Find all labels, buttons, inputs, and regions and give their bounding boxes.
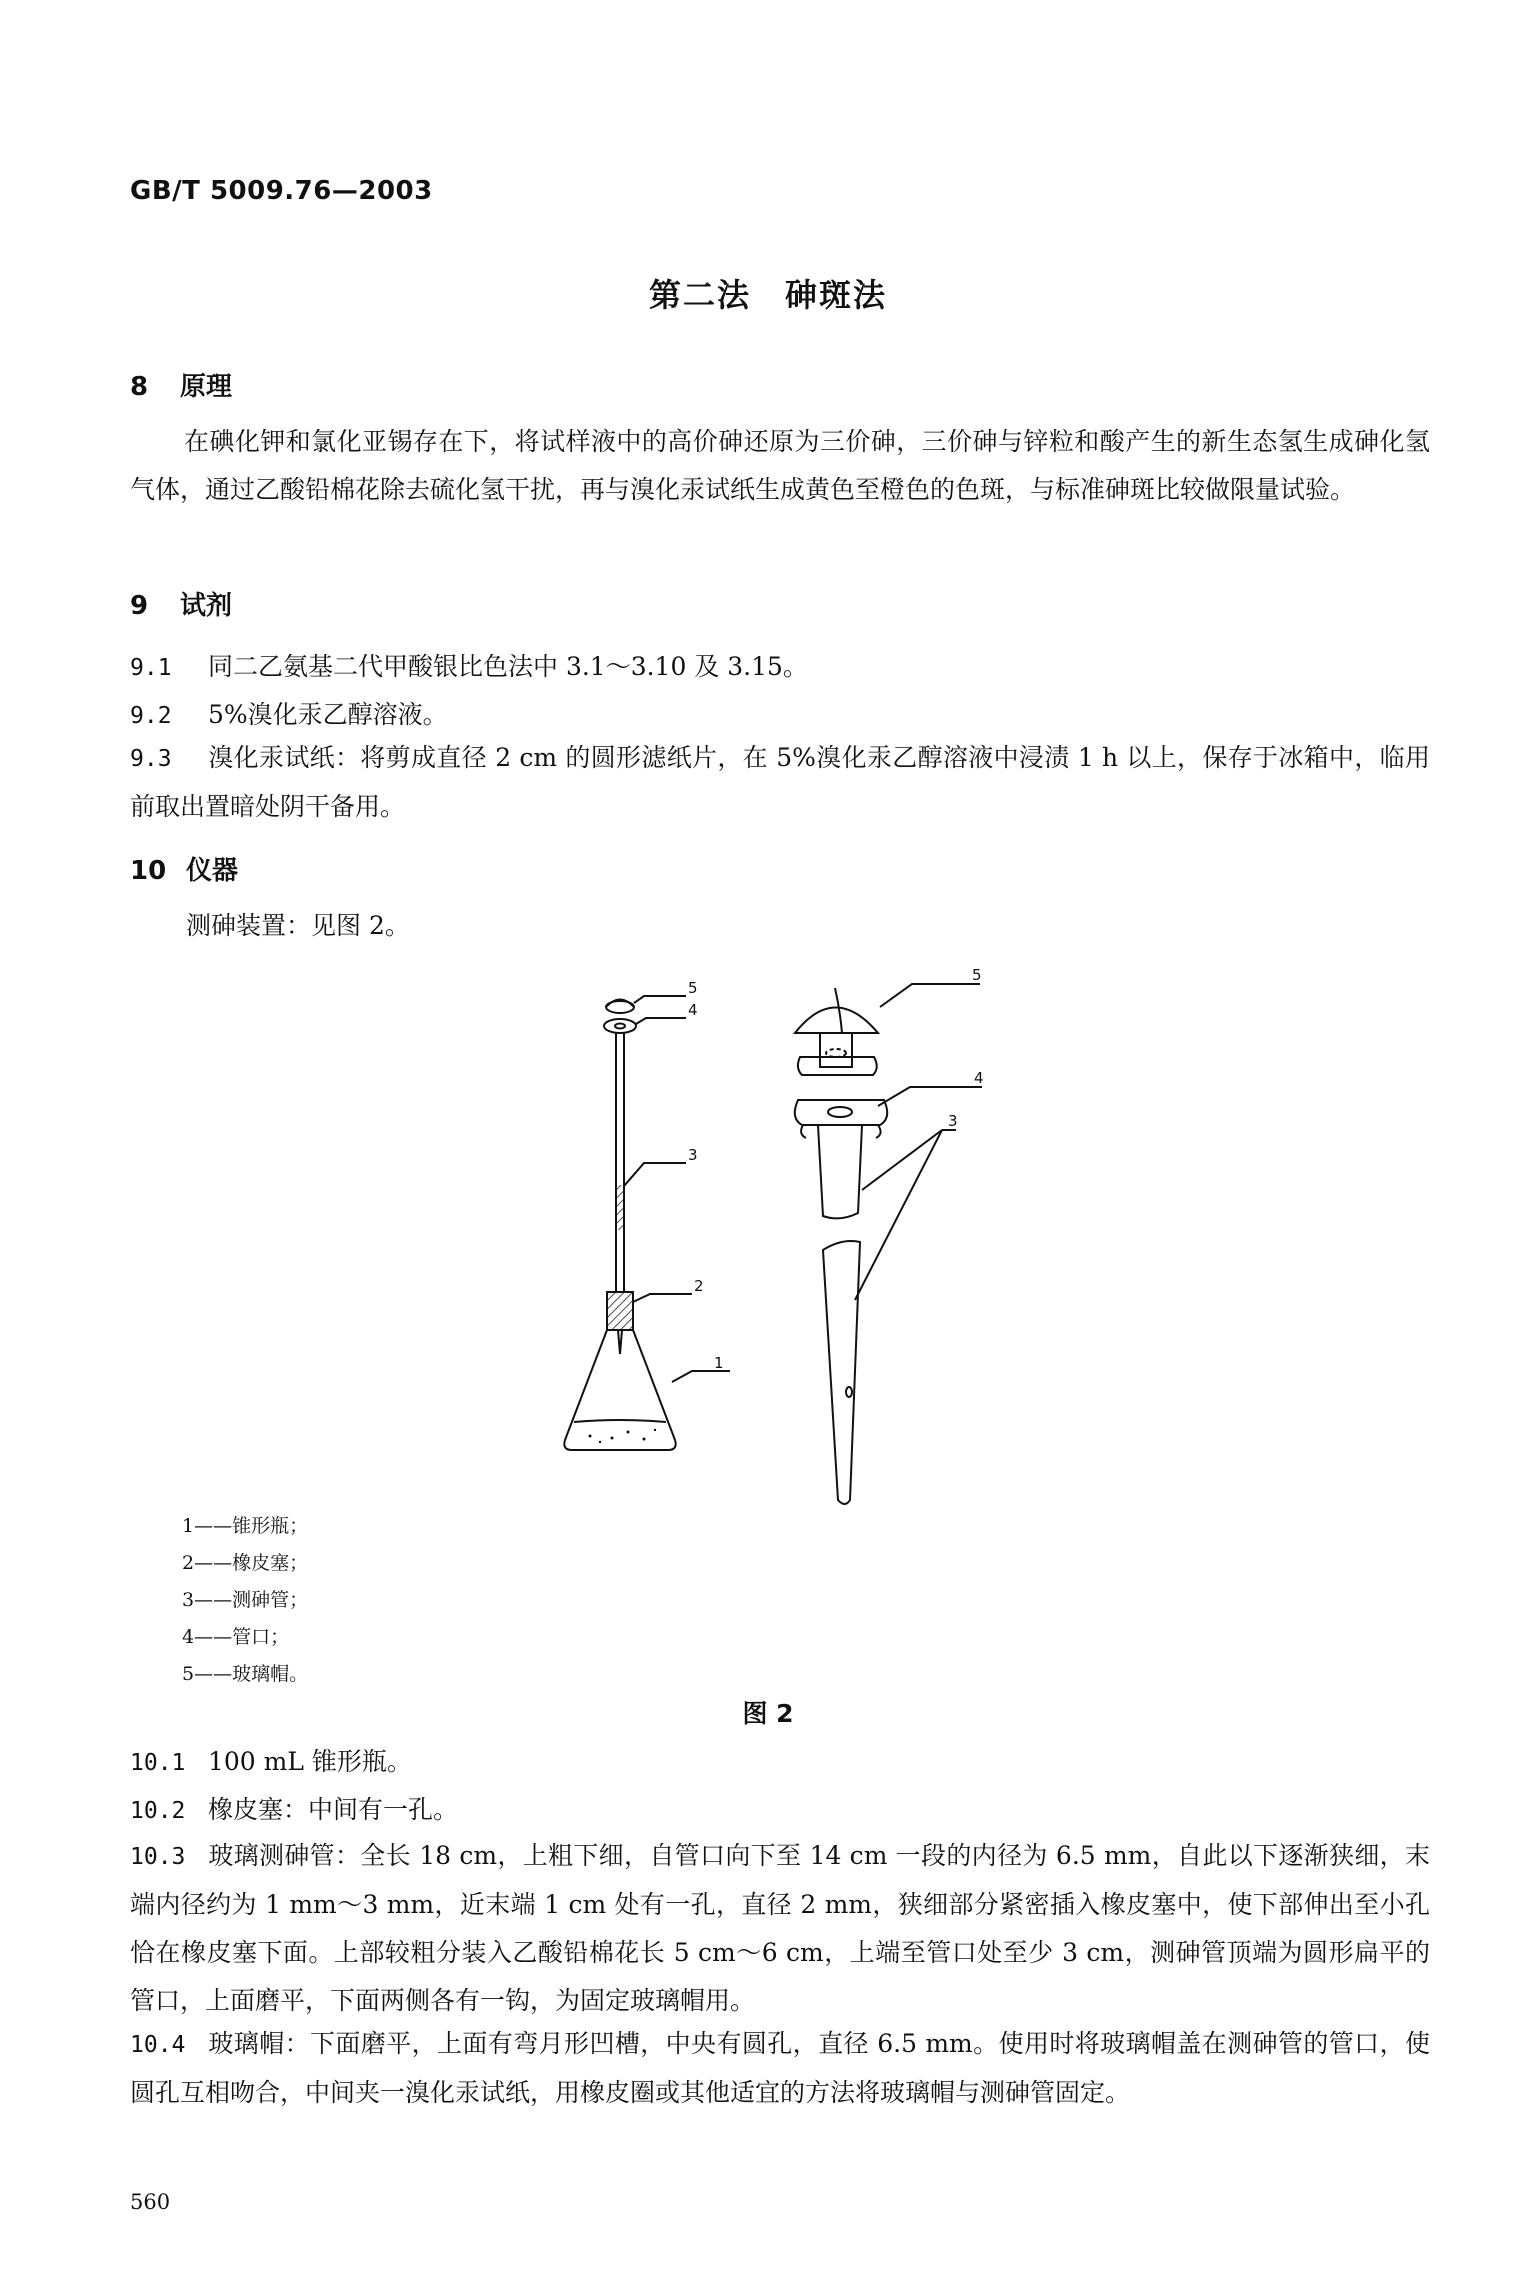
clause-text: 同二乙氨基二代甲酸银比色法中 3.1～3.10 及 3.15。 bbox=[208, 652, 808, 681]
section-title: 原理 bbox=[180, 372, 233, 402]
section-number: 9 bbox=[130, 591, 149, 621]
legend-item: 4——管口； bbox=[182, 1626, 290, 1648]
clause-text: 玻璃帽：下面磨平，上面有弯月形凹槽，中央有圆孔，直径 6.5 mm。使用时将玻璃帽盖在测砷管的管口，使圆孔互相吻合，中间夹一溴化汞试纸，用橡皮圈或其他适宜的方法将玻璃帽与测砷管固定。 bbox=[130, 2029, 1430, 2107]
section-title: 试剂 bbox=[180, 591, 233, 621]
clause-10-4 bbox=[130, 2020, 1430, 2117]
flask-liquid-level bbox=[574, 1420, 666, 1422]
page-number: 560 bbox=[130, 2190, 171, 2214]
callout-3-left: 3 bbox=[688, 1146, 698, 1164]
section-number: 8 bbox=[130, 372, 149, 402]
figure-2-drawing bbox=[540, 960, 1020, 1520]
rubber-stopper bbox=[607, 1292, 633, 1330]
clause-9-2 bbox=[130, 691, 1430, 740]
callout-5-left: 5 bbox=[688, 979, 698, 997]
figure-legend bbox=[182, 1508, 308, 1693]
section-title: 仪器 bbox=[186, 856, 239, 886]
callout-2: 2 bbox=[694, 1277, 704, 1295]
figure-caption: 图 2 bbox=[742, 1699, 794, 1728]
callout-1: 1 bbox=[714, 1354, 724, 1372]
tube-mouth bbox=[795, 1100, 887, 1125]
legend-item: 3——测砷管； bbox=[182, 1589, 309, 1611]
mouth-small bbox=[604, 1019, 636, 1033]
section-number: 10 bbox=[130, 856, 167, 886]
clause-10-3 bbox=[130, 1832, 1430, 2025]
glass-cap-neck bbox=[820, 1033, 852, 1067]
clause-9-3 bbox=[130, 734, 1430, 831]
lead-acetate-cotton bbox=[616, 1185, 624, 1230]
clause-number: 9.1 bbox=[130, 655, 172, 681]
principle-paragraph: 在碘化钾和氯化亚锡存在下，将试样液中的高价砷还原为三价砷，三价砷与锌粒和酸产生的新生态氢生成砷化氢气体，通过乙酸铅棉花除去硫化氢干扰，再与溴化汞试纸生成黄色至橙色的色斑，与标准砷斑比较做限量试验。 bbox=[130, 427, 1430, 504]
clause-text: 溴化汞试纸：将剪成直径 2 cm 的圆形滤纸片，在 5%溴化汞乙醇溶液中浸渍 1 h 以上，保存于冰箱中，临用前取出置暗处阴干备用。 bbox=[130, 743, 1430, 821]
callout-4-right: 4 bbox=[974, 1069, 984, 1087]
section-8-heading bbox=[130, 366, 232, 403]
callout-3-right: 3 bbox=[948, 1112, 958, 1130]
clause-text: 5%溴化汞乙醇溶液。 bbox=[208, 700, 448, 729]
legend-item: 2——橡皮塞； bbox=[182, 1552, 309, 1574]
clause-9-1 bbox=[130, 643, 1430, 692]
glass-cap-dome bbox=[795, 1008, 878, 1034]
tube-lower bbox=[823, 1241, 860, 1504]
clause-text: 橡皮塞：中间有一孔。 bbox=[208, 1795, 459, 1824]
apparatus-intro: 测砷装置：见图 2。 bbox=[186, 911, 410, 940]
section-10-heading bbox=[130, 850, 238, 887]
legend-item: 1——锥形瓶； bbox=[182, 1515, 309, 1537]
callout-4-left: 4 bbox=[688, 1001, 698, 1019]
clause-number: 9.3 bbox=[130, 746, 172, 772]
clause-number: 10.4 bbox=[130, 2032, 186, 2058]
section-9-heading bbox=[130, 585, 232, 622]
tube-side-hole bbox=[846, 1387, 852, 1397]
clause-text: 玻璃测砷管：全长 18 cm，上粗下细，自管口向下至 14 cm 一段的内径为 6.5 mm，自此以下逐渐狭细，末端内径约为 1 mm～3 mm，近末端 1 cm 处有一孔，直径 2 mm，狭细部分紧密插入橡皮塞中，使下部伸出至小孔恰在橡皮塞下面。上部较粗分装入乙酸铅棉花长 5 cm～6 cm，上端至管口处至少 3 cm，测砷管顶端为圆形扁平的管口，上面磨平，下面两侧各有一钩，为固定玻璃帽用。 bbox=[130, 1841, 1430, 2015]
callout-5-right: 5 bbox=[972, 966, 982, 984]
standard-number: GB/T 5009.76—2003 bbox=[130, 176, 433, 206]
clause-number: 10.3 bbox=[130, 1844, 186, 1870]
clause-number: 9.2 bbox=[130, 703, 172, 729]
tube-upper bbox=[818, 1125, 862, 1218]
clause-text: 100 mL 锥形瓶。 bbox=[208, 1747, 412, 1776]
clause-10-1 bbox=[130, 1738, 1430, 1787]
clause-number: 10.2 bbox=[130, 1798, 186, 1824]
legend-item: 5——玻璃帽。 bbox=[182, 1663, 309, 1685]
clause-number: 10.1 bbox=[130, 1750, 186, 1776]
clause-10-2 bbox=[130, 1786, 1430, 1835]
method-title: 第二法 砷斑法 bbox=[648, 276, 887, 314]
